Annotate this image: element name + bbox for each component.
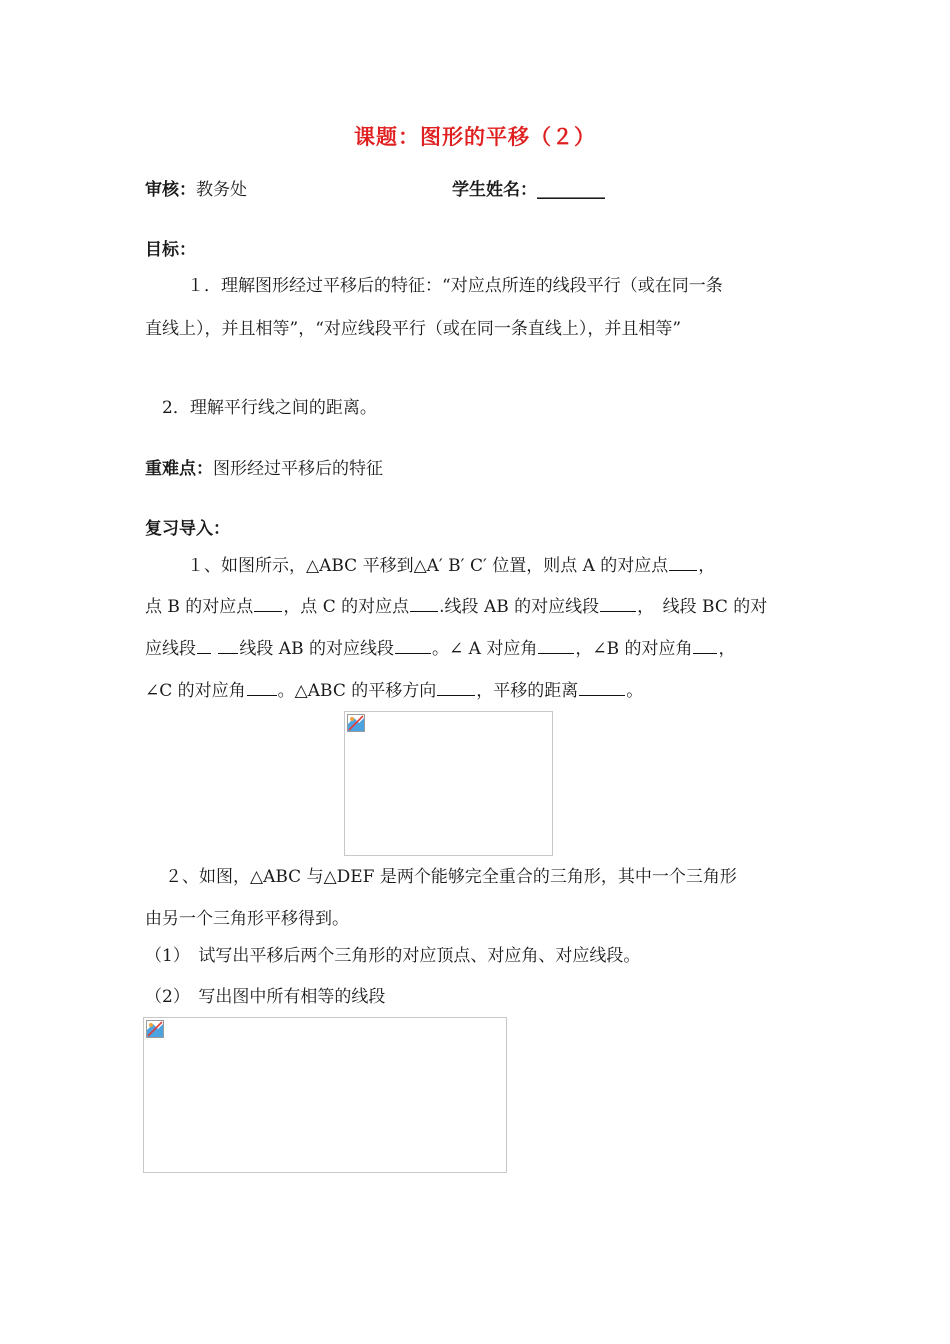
answer-blank[interactable] (600, 593, 636, 612)
q1-text: ，点 C 的对应点 (283, 597, 410, 617)
q1-text: １、如图所示，△ABC 平移到△A′ B′ C′ 位置，则点 A 的对应点 (187, 556, 669, 576)
answer-blank[interactable] (437, 677, 475, 696)
broken-image-icon (146, 1020, 164, 1038)
goal-item-1-line-2: 直线上），并且相等”，“对应线段平行（或在同一条直线上），并且相等” (145, 319, 682, 339)
goal-item-2: 2．理解平行线之间的距离。 (162, 398, 377, 418)
q2-sub-2: （2） 写出图中所有相等的线段 (145, 987, 386, 1007)
q1-text: .线段 AB 的对应线段 (439, 597, 600, 617)
q1-text: 。 (626, 681, 644, 701)
key-points-label: 重难点： (145, 459, 213, 479)
answer-blank[interactable] (254, 593, 282, 612)
q1-text: 点 B 的对应点 (145, 597, 254, 617)
q1-line-4 (145, 676, 643, 701)
q1-line-1: １、如图所示，△ABC 平移到△A′ B′ C′ 位置，则点 A 的对应点 ， (187, 551, 715, 576)
key-points-text: 图形经过平移后的特征 (213, 459, 383, 479)
student-name-line (452, 175, 605, 200)
q1-line-2 (145, 592, 767, 617)
answer-blank[interactable] (579, 677, 625, 696)
q2-sub-1: （1） 试写出平移后两个三角形的对应顶点、对应角、对应线段。 (145, 946, 641, 966)
answer-blank[interactable] (197, 635, 211, 654)
answer-blank[interactable] (538, 635, 574, 654)
q1-text: 。△ABC 的平移方向 (277, 681, 437, 701)
answer-blank[interactable] (218, 635, 238, 654)
q1-text: ∠C 的对应角 (145, 681, 246, 701)
reviewer-value: 教务处 (196, 180, 247, 200)
answer-blank[interactable] (410, 593, 438, 612)
answer-blank[interactable] (395, 635, 431, 654)
q1-text: 线段 AB 的对应线段 (239, 639, 394, 659)
q1-text: 应线段 (145, 639, 196, 659)
q1-text: 。∠ A 对应角 (431, 639, 538, 659)
answer-blank[interactable] (693, 635, 717, 654)
reviewer-label: 审核： (145, 180, 196, 200)
q1-text: ，平移的距离 (476, 681, 579, 701)
q1-text: ， 线段 BC 的对 (637, 597, 768, 617)
answer-blank[interactable] (247, 677, 277, 696)
figure-1 (344, 711, 553, 856)
q1-text: ，∠B 的对应角 (575, 639, 693, 659)
key-points (145, 454, 383, 479)
review-heading: 复习导入： (145, 519, 230, 539)
q2-line-2: 由另一个三角形平移得到。 (145, 909, 349, 929)
reviewer-line (145, 175, 247, 200)
student-name-blank: ________ (537, 180, 605, 200)
q2-line-1: ２、如图，△ABC 与△DEF 是两个能够完全重合的三角形，其中一个三角形 (165, 867, 737, 887)
broken-image-icon (347, 714, 365, 732)
figure-2 (143, 1017, 507, 1173)
answer-blank[interactable] (669, 552, 697, 571)
goal-item-1-line-1: １．理解图形经过平移后的特征：“对应点所连的线段平行（或在同一条 (187, 276, 723, 296)
q1-line-3: 应线段 线段 AB 的对应线段 。∠ A 对应角 ，∠B 的对应角 ， (145, 634, 735, 659)
goals-heading: 目标： (145, 240, 196, 260)
page-title: 课题：图形的平移（２） (354, 125, 596, 149)
student-name-label: 学生姓名： (452, 180, 537, 200)
